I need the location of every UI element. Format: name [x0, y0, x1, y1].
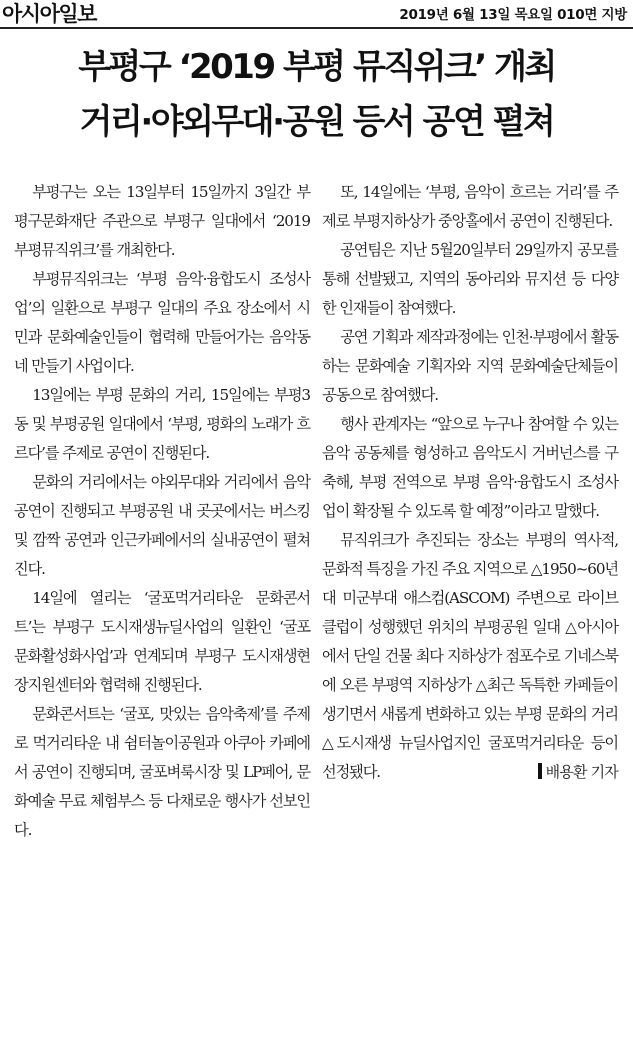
- headline: [0, 40, 633, 150]
- article-paragraph: 부평구는 오는 13일부터 15일까지 3일간 부평구문화재단 주관으로 부평구 일대에서 ‘2019 부평뮤직위크’를 개최한다.: [14, 183, 310, 259]
- byline-author: 배용환 기자: [545, 763, 618, 781]
- dateline: 2019년 6월 13일 목요일 010면 지방: [399, 7, 627, 23]
- newspaper-logo: 아시아일보: [2, 2, 96, 26]
- article-paragraph: 부평뮤직위크는 ‘부평 음악·융합도시 조성사업’의 일환으로 부평구 일대의 주요 장소에서 시민과 문화예술인들이 협력해 만들어가는 음악동네 만들기 사업이다.: [14, 270, 310, 375]
- byline-bar-icon: [538, 763, 542, 779]
- article-column-right: [322, 178, 618, 787]
- article-column-left: [14, 178, 310, 845]
- article-paragraph: 14일에 열리는 ‘굴포먹거리타운 문화콘서트’는 부평구 도시재생뉴딜사업의 일환인 ‘굴포 문화활성화사업’과 연계되며 부평구 도시재생현장지원센터와 협력해 진행된다.: [14, 589, 310, 694]
- masthead: [0, 0, 633, 26]
- article-paragraph: 문화의 거리에서는 야외무대와 거리에서 음악공연이 진행되고 부평공원 내 곳곳에서는 버스킹 및 깜짝 공연과 인근카페에서의 실내공연이 펼쳐진다.: [14, 473, 310, 578]
- article-paragraph: 문화콘서트는 ‘굴포, 맛있는 음악축제’를 주제로 먹거리타운 내 쉼터놀이공원과 아쿠아 카페에서 공연이 진행되며, 굴포벼룩시장 및 LP페어, 문화예술 무료 체험부스 등 다채로운 행사가 선보인다.: [14, 705, 310, 839]
- article-paragraph: 공연팀은 지난 5월20일부터 29일까지 공모를 통해 선발됐고, 지역의 동아리와 뮤지션 등 다양한 인재들이 참여했다.: [322, 241, 618, 317]
- article-paragraph: 또, 14일에는 ‘부평, 음악이 흐르는 거리’를 주제로 부평지하상가 중앙홀에서 공연이 진행된다.: [322, 183, 618, 230]
- article-paragraph: 공연 기획과 제작과정에는 인천·부평에서 활동하는 문화예술 기획자와 지역 문화예술단체들이 공동으로 참여했다.: [322, 328, 618, 404]
- masthead-rule: [0, 27, 633, 29]
- article-paragraph: 행사 관계자는 “앞으로 누구나 참여할 수 있는 음악 공동체를 형성하고 음악도시 거버넌스를 구축해, 부평 전역으로 부평 음악·융합도시 조성사업이 확장될 수 있도록 할 예정”이라고 말했다.: [322, 415, 618, 520]
- headline-line-2: 거리·야외무대·공원 등서 공연 펼쳐: [79, 102, 554, 142]
- article-paragraph: 뮤직위크가 추진되는 장소는 부평의 역사적, 문화적 특징을 가진 주요 지역으로 △1950~60년대 미군부대 애스컴(ASCOM) 주변으로 라이브클럽이 성행했던 위치의 부평공원 일대 △아시아에서 단일 건물 최다 지하상가 점포수로 기네스북에 오른 부평역 지하상가 △최근 독특한 카페들이 생기면서 새롭게 변화하고 있는 부평 문화의 거리 △도시재생 뉴딜사업지인 굴포먹거리타운 등이 선정됐다.: [322, 531, 618, 781]
- headline-line-1: 부평구 ‘2019 부평 뮤직위크’ 개최: [78, 47, 555, 87]
- article-paragraph: 13일에는 부평 문화의 거리, 15일에는 부평3동 및 부평공원 일대에서 ‘부평, 평화의 노래가 흐르다’를 주제로 공연이 진행된다.: [14, 386, 310, 462]
